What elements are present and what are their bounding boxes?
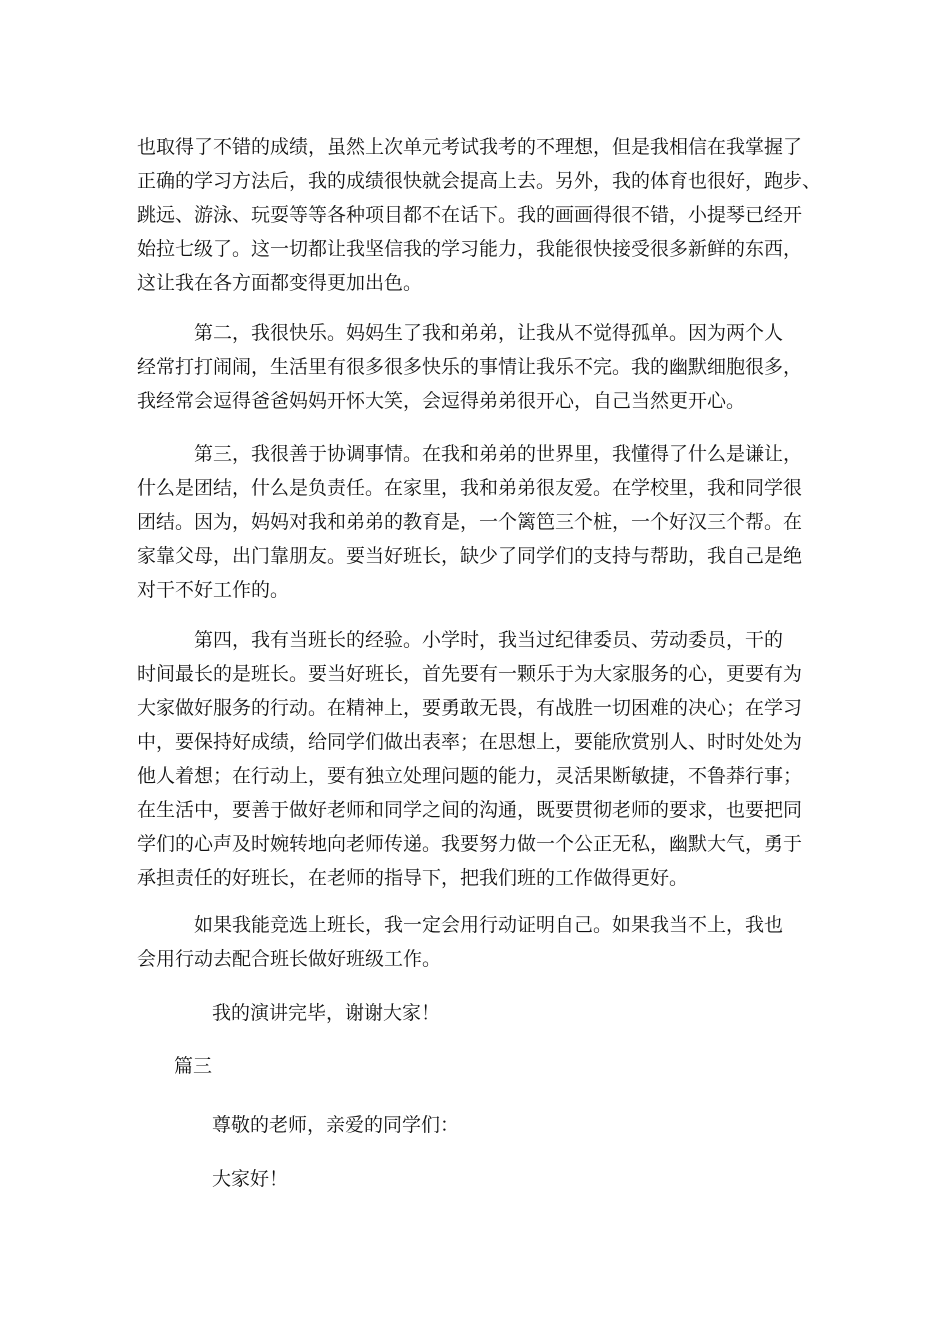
salutation: 尊敬的老师，亲爱的同学们：	[212, 1114, 460, 1136]
paragraph-line: 我经常会逗得爸爸妈妈开怀大笑，会逗得弟弟很开心，自己当然更开心。	[137, 390, 746, 412]
paragraph-line: 始拉七级了。这一切都让我坚信我的学习能力，我能很快接受很多新鲜的东西，	[137, 238, 803, 260]
paragraph-line: 学们的心声及时婉转地向老师传递。我要努力做一个公正无私，幽默大气，勇于	[137, 833, 803, 855]
paragraph-line: 会用行动去配合班长做好班级工作。	[137, 948, 442, 970]
paragraph-2	[137, 316, 827, 418]
section-heading: 篇三	[174, 1055, 213, 1077]
paragraph-line: 家靠父母，出门靠朋友。要当好班长，缺少了同学们的支持与帮助，我自己是绝	[137, 545, 803, 567]
paragraph-line: 他人着想；在行动上，要有独立处理问题的能力，灵活果断敏捷，不鲁莽行事；	[137, 765, 803, 787]
paragraph-line: 对干不好工作的。	[137, 579, 290, 601]
paragraph-line: 经常打打闹闹，生活里有很多很多快乐的事情让我乐不完。我的幽默细胞很多，	[137, 356, 803, 378]
paragraph-line: 在生活中，要善于做好老师和同学之间的沟通，既要贯彻老师的要求，也要把同	[137, 799, 803, 821]
closing-line: 我的演讲完毕，谢谢大家！	[212, 1002, 441, 1024]
paragraph-line: 如果我能竞选上班长，我一定会用行动证明自己。如果我当不上，我也	[137, 914, 784, 936]
paragraph-line: 时间最长的是班长。要当好班长，首先要有一颗乐于为大家服务的心，更要有为	[137, 663, 803, 685]
paragraph-line: 团结。因为，妈妈对我和弟弟的教育是，一个篱笆三个桩，一个好汉三个帮。在	[137, 511, 803, 533]
paragraph-line: 跳远、游泳、玩耍等等各种项目都不在话下。我的画画得很不错，小提琴已经开	[137, 204, 803, 226]
paragraph-1	[137, 130, 827, 300]
paragraph-line: 正确的学习方法后，我的成绩很快就会提高上去。另外，我的体育也很好，跑步、	[137, 170, 822, 192]
paragraph-line: 承担责任的好班长，在老师的指导下，把我们班的工作做得更好。	[137, 867, 689, 889]
paragraph-line: 第四，我有当班长的经验。小学时，我当过纪律委员、劳动委员，干的	[137, 629, 784, 651]
paragraph-5	[137, 908, 827, 976]
paragraph-4	[137, 623, 827, 895]
paragraph-line: 中，要保持好成绩，给同学们做出表率；在思想上，要能欣赏别人、时时处处为	[137, 731, 803, 753]
paragraph-line: 什么是团结，什么是负责任。在家里，我和弟弟很友爱。在学校里，我和同学很	[137, 477, 803, 499]
paragraph-line: 大家做好服务的行动。在精神上，要勇敢无畏，有战胜一切困难的决心；在学习	[137, 697, 803, 719]
paragraph-line: 第二，我很快乐。妈妈生了我和弟弟，让我从不觉得孤单。因为两个人	[137, 322, 784, 344]
greeting: 大家好！	[212, 1168, 289, 1190]
paragraph-line: 也取得了不错的成绩，虽然上次单元考试我考的不理想，但是我相信在我掌握了	[137, 136, 803, 158]
paragraph-line: 第三，我很善于协调事情。在我和弟弟的世界里，我懂得了什么是谦让，	[137, 443, 803, 465]
paragraph-line: 这让我在各方面都变得更加出色。	[137, 272, 423, 294]
paragraph-3	[137, 437, 827, 607]
